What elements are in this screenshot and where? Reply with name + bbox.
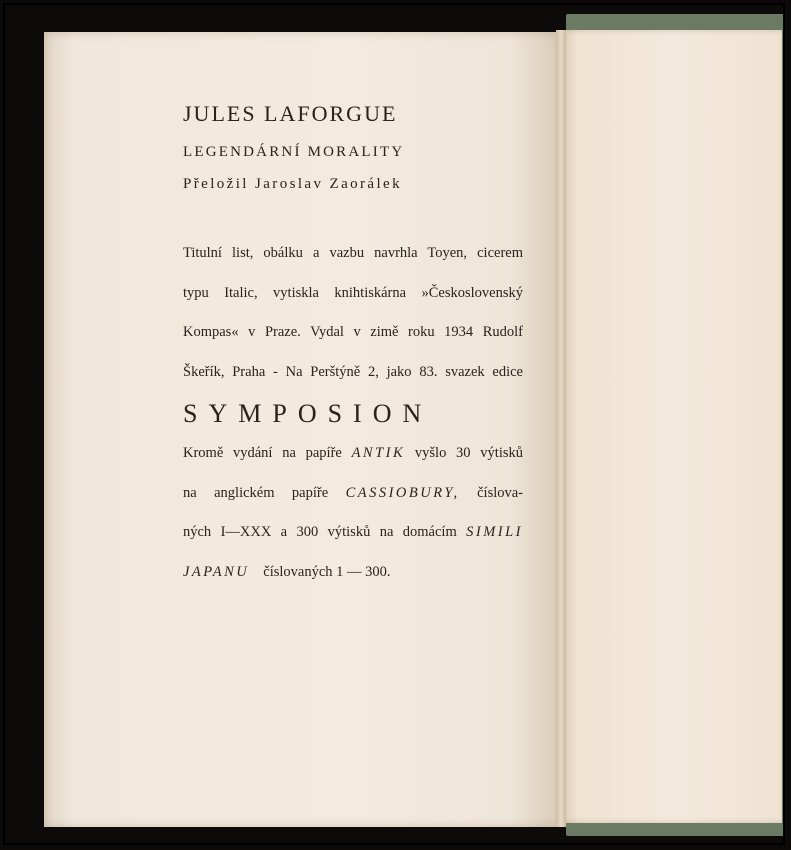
editions-text: vyšlo 30 výtisků [414, 445, 523, 461]
editions-line [183, 553, 523, 593]
colophon-line: Škeřík, Praha - Na Perštýně 2, jako 83. svazek edice [183, 363, 523, 380]
colophon-line: typu Italic, vytiskla knihtiskárna »Československý [183, 284, 523, 301]
series-name: SYMPOSION [183, 399, 433, 428]
editions-text: ných I—XXX a 300 výtisků na domácím [183, 524, 457, 540]
editions-text: Kromě vydání na papíře [183, 445, 342, 461]
editions-paragraph [183, 434, 523, 592]
editions-line [183, 513, 523, 553]
colophon-line: Titulní list, obálku a vazbu navrhla Toyen, cicerem [183, 245, 523, 261]
editions-line [183, 474, 523, 514]
paper-name: SIMILI [466, 524, 524, 540]
author-name: JULES LAFORGUE [183, 101, 398, 126]
editions-line [183, 434, 523, 474]
colophon-text-block [183, 100, 563, 592]
colophon-paragraph [183, 234, 523, 432]
paper-name: JAPANU [183, 563, 250, 580]
translator-credit: Přeložil Jaroslav Zaorálek [183, 176, 403, 192]
editions-text: číslova- [477, 484, 524, 501]
editions-text: na anglickém papíře [183, 484, 329, 501]
right-page [560, 30, 782, 823]
colophon-line: Kompas« v Praze. Vydal v zimě roku 1934 Rudolf [183, 324, 523, 340]
book-title: LEGENDÁRNÍ MORALITY [183, 144, 405, 160]
editions-text: číslovaných 1 — 300. [263, 563, 391, 580]
paper-name: ANTIK [351, 445, 406, 461]
paper-name: CASSIOBURY, [345, 484, 460, 501]
